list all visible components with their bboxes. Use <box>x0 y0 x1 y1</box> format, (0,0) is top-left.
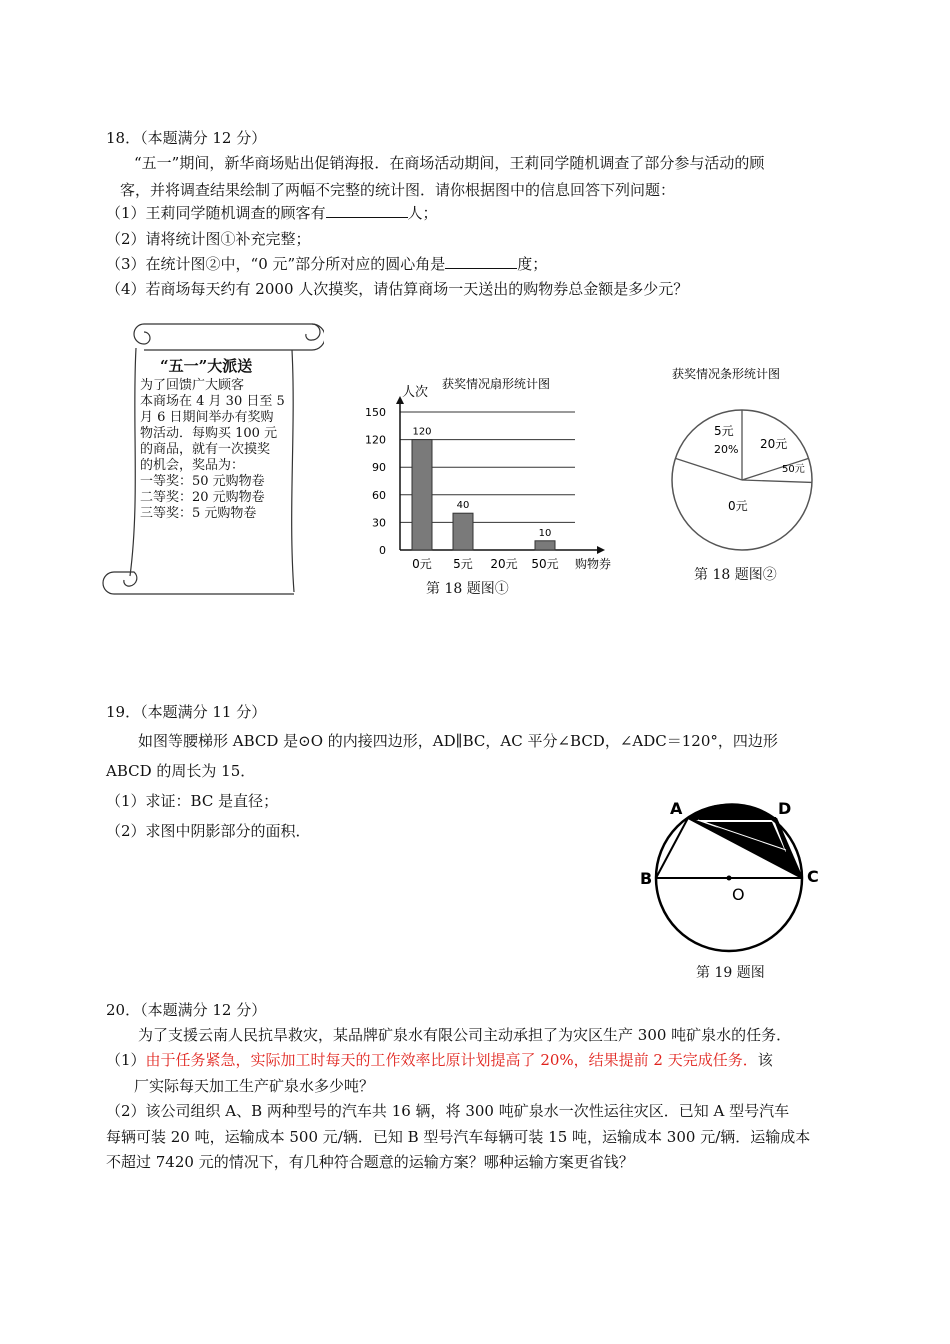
q18-part1-text: （1）王莉同学随机调查的顾客有 <box>106 204 326 222</box>
label-a: A <box>670 799 683 818</box>
poster-line: 月 6 日期间举办有奖购 <box>140 410 274 425</box>
label-o: O <box>732 885 745 904</box>
answer-blank[interactable] <box>326 203 408 218</box>
q20-part1-line2: 厂实际每天加工生产矿泉水多少吨？ <box>134 1077 375 1095</box>
q19-intro-line2: ABCD 的周长为 15． <box>106 762 256 780</box>
poster-line: 本商场在 4 月 30 日至 5 <box>140 394 285 409</box>
q20-part2-line1: （2）该公司组织 A、B 两种型号的汽车共 16 辆，将 300 吨矿泉水一次性运往灾区．已知 A 型号汽车 <box>106 1102 790 1120</box>
circle-geometry-figure <box>636 796 832 958</box>
y-axis-label: 人次 <box>402 385 429 400</box>
pie-slice-label: 5元 <box>714 424 734 438</box>
q18-intro-line1: “五一”期间，新华商场贴出促销海报．在商场活动期间，王莉同学随机调查了部分参与活动的顾 <box>134 154 765 172</box>
x-tick-label: 20元 <box>490 557 518 571</box>
label-d: D <box>778 799 792 818</box>
q18-part1 <box>106 203 438 223</box>
y-tick-label: 30 <box>372 516 386 530</box>
pie-chart <box>666 360 826 560</box>
poster-line: 三等奖：5 元购物卷 <box>140 506 257 521</box>
x-axis-arrow <box>597 546 605 554</box>
y-tick-label: 0 <box>379 544 386 557</box>
y-tick-label: 90 <box>372 461 386 475</box>
q19-intro-line1: 如图等腰梯形 ABCD 是⊙O 的内接四边形，AD∥BC，AC 平分∠BCD，∠ADC＝120°，四边形 <box>138 732 778 750</box>
q20-part1 <box>106 1050 773 1070</box>
q19-part2: （2）求图中阴影部分的面积． <box>106 822 311 840</box>
pie-slice-label: 50元 <box>782 464 805 475</box>
y-tick-label: 60 <box>372 488 386 502</box>
q20-intro: 为了支援云南人民抗旱救灾，某品牌矿泉水有限公司主动承担了为灾区生产 300 吨矿泉水的任务． <box>138 1026 792 1044</box>
q20-part2-line2: 每辆可装 20 吨，运输成本 500 元/辆．已知 B 型号汽车每辆可装 15 吨，运输成本 300 元/辆．运输成本 <box>106 1128 811 1146</box>
pie-slice-label: 0元 <box>728 499 748 513</box>
x-tick-label: 5元 <box>453 557 473 571</box>
label-c: C <box>807 867 819 886</box>
answer-blank[interactable] <box>445 254 517 269</box>
bar <box>412 440 432 550</box>
pie-chart-caption: 第 18 题图② <box>694 567 777 583</box>
y-tick-label: 120 <box>365 433 386 447</box>
bar <box>453 513 473 550</box>
bar-data-label: 120 <box>412 426 432 438</box>
q20-header: 20．（本题满分 12 分） <box>106 1001 267 1019</box>
chart-title: 获奖情况条形统计图 <box>672 367 781 381</box>
chart-title: 获奖情况扇形统计图 <box>442 377 551 391</box>
q19-part1: （1）求证：BC 是直径； <box>106 792 279 810</box>
poster-line: 为了回馈广大顾客 <box>140 378 245 393</box>
poster-title: “五一”大派送 <box>160 357 253 375</box>
pie-slice-percent: 20% <box>714 443 739 456</box>
q18-part3-text: （3）在统计图②中，“0 元”部分所对应的圆心角是 <box>106 255 446 273</box>
bar-chart <box>360 370 630 580</box>
poster-line: 的商品，就有一次摸奖 <box>140 442 271 457</box>
q20-part1-number: （1） <box>106 1051 146 1069</box>
q20-part1-tail: 该 <box>757 1051 773 1069</box>
poster-line: 物活动．每购买 100 元 <box>140 426 278 441</box>
q18-part3 <box>106 254 547 274</box>
q18-header: 18．（本题满分 12 分） <box>106 129 267 147</box>
q18-intro-line2: 客，并将调查结果绘制了两幅不完整的统计图．请你根据图中的信息回答下列问题： <box>120 181 676 199</box>
x-tick-label: 50元 <box>531 557 559 571</box>
pie-slice-label: 20元 <box>760 437 788 451</box>
q18-part4: （4）若商场每天约有 2000 人次摸奖，请估算商场一天送出的购物券总金额是多少元？ <box>106 280 689 298</box>
poster-line: 的机会，奖品为： <box>140 458 245 473</box>
q20-part2-line3: 不超过 7420 元的情况下，有几种符合题意的运输方案？哪种运输方案更省钱？ <box>106 1153 634 1171</box>
poster-line: 二等奖：20 元购物卷 <box>140 490 265 505</box>
bar-data-label: 40 <box>456 500 470 512</box>
q19-figure-caption: 第 19 题图 <box>696 965 765 981</box>
q18-part3-unit: 度； <box>517 255 548 273</box>
label-b: B <box>640 869 653 888</box>
q18-part2: （2）请将统计图①补充完整； <box>106 230 311 248</box>
bar-data-label: 10 <box>538 527 552 539</box>
q19-header: 19．（本题满分 11 分） <box>106 703 267 721</box>
poster-line: 一等奖：50 元购物卷 <box>140 474 265 489</box>
bar-chart-caption: 第 18 题图① <box>426 581 509 597</box>
q20-part1-highlight: 由于任务紧急，实际加工时每天的工作效率比原计划提高了 20%，结果提前 2 天完成任务． <box>145 1051 758 1069</box>
x-axis-label: 购物券 <box>575 557 612 571</box>
x-tick-label: 0元 <box>412 557 432 571</box>
q18-part1-unit: 人； <box>407 204 438 222</box>
y-tick-label: 150 <box>365 406 386 419</box>
bar <box>535 541 555 550</box>
